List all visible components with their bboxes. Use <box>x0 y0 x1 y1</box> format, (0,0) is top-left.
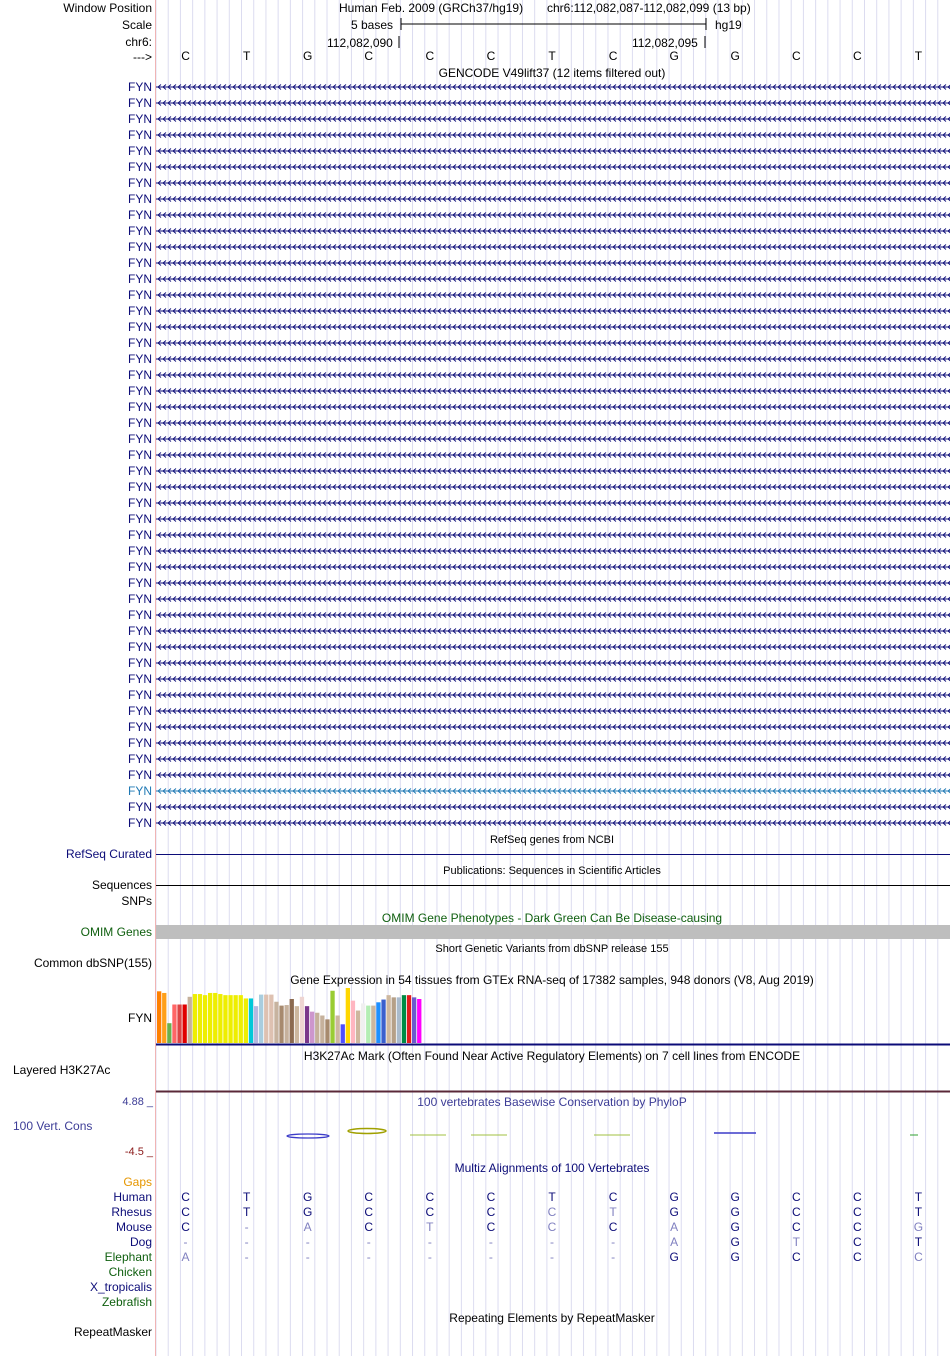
gencode-transcript-label[interactable]: FYN <box>128 512 152 526</box>
publications-title[interactable]: Publications: Sequences in Scientific Articles <box>443 865 661 877</box>
sequences-label[interactable]: Sequences <box>91 878 152 892</box>
alignment-base: - <box>366 1250 371 1264</box>
gencode-title[interactable]: GENCODE V49lift37 (12 items filtered out) <box>438 66 666 80</box>
assembly-text: Human Feb. 2009 (GRCh37/hg19) <box>339 1 524 15</box>
alignment-base: C <box>181 1205 190 1219</box>
alignment-base: A <box>670 1235 679 1249</box>
alignment-base: - <box>488 1250 493 1264</box>
gtex-bar <box>412 997 416 1043</box>
alignment-base: C <box>425 1190 435 1204</box>
base-letter: C <box>364 49 374 63</box>
alignment-base: T <box>548 1190 556 1204</box>
gencode-transcript-label[interactable]: FYN <box>128 608 152 622</box>
scale-text: 5 bases <box>351 18 394 32</box>
gencode-transcript-label[interactable]: FYN <box>128 384 152 398</box>
alignment-base: T <box>609 1205 617 1219</box>
gtex-bar <box>300 997 304 1043</box>
gtex-bar <box>228 995 232 1043</box>
gtex-bar <box>234 995 238 1043</box>
gtex-bar <box>223 995 227 1043</box>
alignment-base: G <box>669 1205 679 1219</box>
alignment-base: - <box>305 1250 310 1264</box>
gtex-bar <box>264 995 268 1043</box>
alignment-base: C <box>364 1190 374 1204</box>
base-letter: G <box>303 49 313 63</box>
alignment-base: G <box>303 1205 313 1219</box>
gencode-transcript-label[interactable]: FYN <box>128 80 152 94</box>
gtex-bar <box>325 1019 329 1043</box>
alignment-base: C <box>547 1220 557 1234</box>
gtex-bar <box>320 1016 324 1044</box>
base-letter: C <box>608 49 618 63</box>
alignment-base: G <box>730 1220 740 1234</box>
gtex-bar <box>218 994 222 1043</box>
gtex-bar <box>346 988 350 1043</box>
gencode-transcript-label[interactable]: FYN <box>128 128 152 142</box>
gtex-bar <box>290 999 294 1043</box>
gencode-transcript-label[interactable]: FYN <box>128 528 152 542</box>
multiz-title[interactable]: Multiz Alignments of 100 Vertebrates <box>454 1161 650 1175</box>
gencode-transcript-label[interactable]: FYN <box>128 464 152 478</box>
db-text: hg19 <box>715 18 742 32</box>
repeatmasker-label[interactable]: RepeatMasker <box>73 1325 152 1339</box>
gtex-bar <box>203 995 207 1043</box>
alignment-base: - <box>427 1250 432 1264</box>
gencode-transcript-label[interactable]: FYN <box>128 368 152 382</box>
gtex-bar <box>361 1003 365 1043</box>
snps-label[interactable]: SNPs <box>121 894 152 908</box>
alignment-base: G <box>669 1190 679 1204</box>
alignment-base: A <box>670 1220 679 1234</box>
gtex-bar <box>157 991 161 1043</box>
alignment-base: C <box>181 1190 190 1204</box>
base-letter: C <box>791 49 801 63</box>
phylop-min-label: -4.5 _ <box>124 1146 153 1158</box>
gencode-transcript-label[interactable]: FYN <box>128 656 152 670</box>
alignment-base: - <box>611 1250 616 1264</box>
refseq-title[interactable]: RefSeq genes from NCBI <box>489 834 615 846</box>
alignment-base: - <box>183 1235 188 1249</box>
gtex-bar <box>397 997 401 1043</box>
gtex-bar <box>376 1002 380 1043</box>
gencode-transcript-label[interactable]: FYN <box>128 416 152 430</box>
alignment-base: C <box>547 1205 557 1219</box>
gencode-transcript-label[interactable]: FYN <box>128 640 152 654</box>
gtex-bar <box>387 995 391 1043</box>
gtex-bar <box>366 1006 370 1043</box>
dbsnp-label[interactable]: Common dbSNP(155) <box>33 956 152 970</box>
base-letter: C <box>486 49 496 63</box>
alignment-base: C <box>486 1190 496 1204</box>
alignment-base: T <box>914 1190 923 1204</box>
gtex-bar <box>356 1011 360 1043</box>
phylop-max-label: 4.88 _ <box>122 1096 153 1108</box>
species-label[interactable]: Elephant <box>104 1250 152 1264</box>
species-label[interactable]: Zebrafish <box>101 1295 152 1309</box>
alignment-base: G <box>730 1205 740 1219</box>
phylop-title[interactable]: 100 vertebrates Basewise Conservation by PhyloP <box>417 1095 687 1109</box>
gencode-transcript-label[interactable]: FYN <box>128 112 152 126</box>
gtex-bar <box>274 1002 278 1043</box>
alignment-base: C <box>853 1235 862 1249</box>
refseq-curated-label[interactable]: RefSeq Curated <box>65 847 152 861</box>
gtex-bar <box>295 1006 299 1043</box>
gencode-transcript-label[interactable]: FYN <box>128 352 152 366</box>
gtex-bar <box>259 995 263 1043</box>
gencode-transcript-label[interactable]: FYN <box>128 800 152 814</box>
gtex-bar <box>407 995 411 1043</box>
alignment-base: - <box>366 1235 371 1249</box>
strand-label: ---> <box>133 50 152 64</box>
gencode-transcript-label[interactable]: FYN <box>128 96 152 110</box>
h3k27ac-title[interactable]: H3K27Ac Mark (Often Found Near Active Regulatory Elements) on 7 cell lines from ENCODE <box>303 1049 801 1063</box>
gtex-bar <box>351 1001 355 1043</box>
base-letter: G <box>730 49 740 63</box>
alignment-base: T <box>914 1235 923 1249</box>
alignment-base: C <box>791 1250 801 1264</box>
gencode-transcript-label[interactable]: FYN <box>128 240 152 254</box>
gtex-bar <box>285 1005 289 1043</box>
alignment-base: C <box>853 1205 862 1219</box>
base-letter: T <box>242 49 251 63</box>
alignment-base: - <box>611 1235 616 1249</box>
alignment-base: T <box>792 1235 800 1249</box>
gencode-transcript-label[interactable]: FYN <box>128 192 152 206</box>
gencode-transcript-label[interactable]: FYN <box>128 560 152 574</box>
gtex-bar <box>213 993 217 1043</box>
gtex-bar <box>330 991 334 1043</box>
gencode-transcript-label[interactable]: FYN <box>128 256 152 270</box>
alignment-base: A <box>303 1220 312 1234</box>
gtex-bar <box>198 994 202 1043</box>
gencode-transcript-label[interactable]: FYN <box>128 160 152 174</box>
alignment-base: G <box>303 1190 313 1204</box>
coord-left: 112,082,090 <box>327 36 393 50</box>
alignment-base: C <box>853 1250 862 1264</box>
gtex-bar <box>417 999 421 1043</box>
gencode-transcript-label[interactable]: FYN <box>128 736 152 750</box>
gtex-bar <box>371 1006 375 1043</box>
species-label[interactable]: Mouse <box>115 1220 152 1234</box>
coord-right: 112,082,095 <box>632 36 698 50</box>
alignment-base: - <box>244 1220 249 1234</box>
phylop-label[interactable]: 100 Vert. Cons <box>13 1119 93 1133</box>
gtex-gene-label[interactable]: FYN <box>128 1011 152 1025</box>
base-letter: C <box>425 49 435 63</box>
alignment-base: - <box>244 1250 249 1264</box>
gtex-bar <box>208 993 212 1043</box>
repeatmasker-title[interactable]: Repeating Elements by RepeatMasker <box>449 1311 655 1325</box>
alignment-base: C <box>364 1205 374 1219</box>
gencode-transcript-label[interactable]: FYN <box>128 304 152 318</box>
window-position-label: Window Position <box>63 1 152 15</box>
alignment-base: C <box>181 1220 190 1234</box>
base-letter: C <box>181 49 190 63</box>
gtex-bar <box>310 1012 314 1043</box>
species-label[interactable]: Chicken <box>108 1265 152 1279</box>
species-label[interactable]: Human <box>113 1190 152 1204</box>
alignment-base: G <box>730 1250 740 1264</box>
alignment-base: - <box>550 1235 554 1249</box>
alignment-base: C <box>364 1220 374 1234</box>
gencode-transcript-label[interactable]: FYN <box>128 768 152 782</box>
species-label[interactable]: X_tropicalis <box>89 1280 152 1294</box>
alignment-base: T <box>426 1220 434 1234</box>
phylop-mark <box>348 1129 386 1134</box>
dbsnp-title[interactable]: Short Genetic Variants from dbSNP release 155 <box>435 943 669 955</box>
gtex-bar <box>172 1005 176 1044</box>
gencode-transcript-label[interactable]: FYN <box>128 272 152 286</box>
omim-bar <box>156 925 950 939</box>
base-letter: C <box>853 49 862 63</box>
gencode-transcript-label[interactable]: FYN <box>128 448 152 462</box>
alignment-base: C <box>486 1220 496 1234</box>
gtex-bar <box>336 1016 340 1044</box>
gtex-bar <box>183 1005 187 1044</box>
alignment-base: T <box>242 1205 251 1219</box>
omim-genes-label[interactable]: OMIM Genes <box>80 925 152 939</box>
gencode-transcript-label[interactable]: FYN <box>128 320 152 334</box>
gtex-bar <box>381 1000 385 1043</box>
gencode-transcript-label[interactable]: FYN <box>128 496 152 510</box>
gencode-transcript-label[interactable]: FYN <box>128 176 152 190</box>
gtex-bar <box>392 997 396 1043</box>
gtex-bar <box>193 994 197 1043</box>
gencode-transcript-label[interactable]: FYN <box>128 752 152 766</box>
species-label[interactable]: Dog <box>129 1235 152 1249</box>
base-letter: G <box>669 49 679 63</box>
gtex-bar <box>244 998 248 1043</box>
gencode-transcript-label[interactable]: FYN <box>128 208 152 222</box>
gtex-bar <box>188 997 192 1043</box>
gtex-bar <box>249 998 253 1043</box>
alignment-base: C <box>608 1190 618 1204</box>
scale-label: Scale <box>121 18 152 32</box>
gtex-bar <box>305 1006 309 1043</box>
gtex-bar <box>402 995 406 1043</box>
gtex-bar <box>341 1024 345 1043</box>
phylop-mark <box>287 1134 329 1138</box>
base-letter: T <box>548 49 556 63</box>
gencode-transcript-label[interactable]: FYN <box>128 144 152 158</box>
gtex-bar <box>239 995 243 1043</box>
alignment-base: C <box>486 1205 496 1219</box>
gencode-transcript-label[interactable]: FYN <box>128 720 152 734</box>
gencode-transcript-label[interactable]: FYN <box>128 432 152 446</box>
gaps-label: Gaps <box>123 1175 152 1189</box>
alignment-base: A <box>181 1250 190 1264</box>
alignment-base: G <box>913 1220 924 1234</box>
alignment-base: C <box>853 1220 862 1234</box>
gencode-transcript-label[interactable]: FYN <box>128 592 152 606</box>
gencode-transcript-label[interactable]: FYN <box>128 224 152 238</box>
alignment-base: C <box>791 1205 801 1219</box>
gencode-transcript-label[interactable]: FYN <box>128 544 152 558</box>
alignment-base: - <box>550 1250 554 1264</box>
gencode-transcript-label[interactable]: FYN <box>128 336 152 350</box>
gtex-bar <box>279 1006 283 1043</box>
alignment-base: C <box>914 1250 923 1264</box>
gtex-bar <box>167 1023 171 1043</box>
omim-title[interactable]: OMIM Gene Phenotypes - Dark Green Can Be Disease-causing <box>381 911 723 925</box>
base-letter: T <box>914 49 923 63</box>
alignment-base: G <box>730 1235 740 1249</box>
h3k27ac-label[interactable]: Layered H3K27Ac <box>13 1063 111 1077</box>
alignment-base: C <box>425 1205 435 1219</box>
alignment-base: - <box>305 1235 310 1249</box>
alignment-base: T <box>242 1190 251 1204</box>
gencode-transcript-label[interactable]: FYN <box>128 688 152 702</box>
alignment-base: - <box>488 1235 493 1249</box>
gencode-transcript-label[interactable]: FYN <box>128 672 152 686</box>
alignment-base: T <box>914 1205 923 1219</box>
gencode-transcript-label[interactable]: FYN <box>128 480 152 494</box>
gtex-bar <box>269 995 273 1043</box>
gencode-transcript-label[interactable]: FYN <box>128 288 152 302</box>
alignment-base: C <box>791 1190 801 1204</box>
alignment-base: C <box>608 1220 618 1234</box>
alignment-base: C <box>853 1190 862 1204</box>
gtex-bar <box>177 1005 181 1044</box>
gencode-transcript-label[interactable]: FYN <box>128 576 152 590</box>
chrom-label: chr6: <box>125 35 152 49</box>
gtex-bar <box>315 1013 319 1043</box>
gencode-transcript-label[interactable]: FYN <box>128 704 152 718</box>
gtex-bar <box>254 1006 258 1043</box>
position-text[interactable]: chr6:112,082,087-112,082,099 (13 bp) <box>547 1 751 15</box>
gtex-bar <box>162 993 166 1043</box>
alignment-base: G <box>669 1250 679 1264</box>
alignment-base: - <box>427 1235 432 1249</box>
alignment-base: - <box>244 1235 249 1249</box>
gencode-transcript-label[interactable]: FYN <box>128 624 152 638</box>
species-label[interactable]: Rhesus <box>111 1205 152 1219</box>
gencode-transcript-label[interactable]: FYN <box>128 816 152 830</box>
alignment-base: G <box>730 1190 740 1204</box>
gencode-transcript-label[interactable]: FYN <box>128 784 152 798</box>
alignment-base: C <box>791 1220 801 1234</box>
gtex-title[interactable]: Gene Expression in 54 tissues from GTEx RNA-seq of 17382 samples, 948 donors (V8, Aug 2019) <box>290 973 814 987</box>
gencode-transcript-label[interactable]: FYN <box>128 400 152 414</box>
